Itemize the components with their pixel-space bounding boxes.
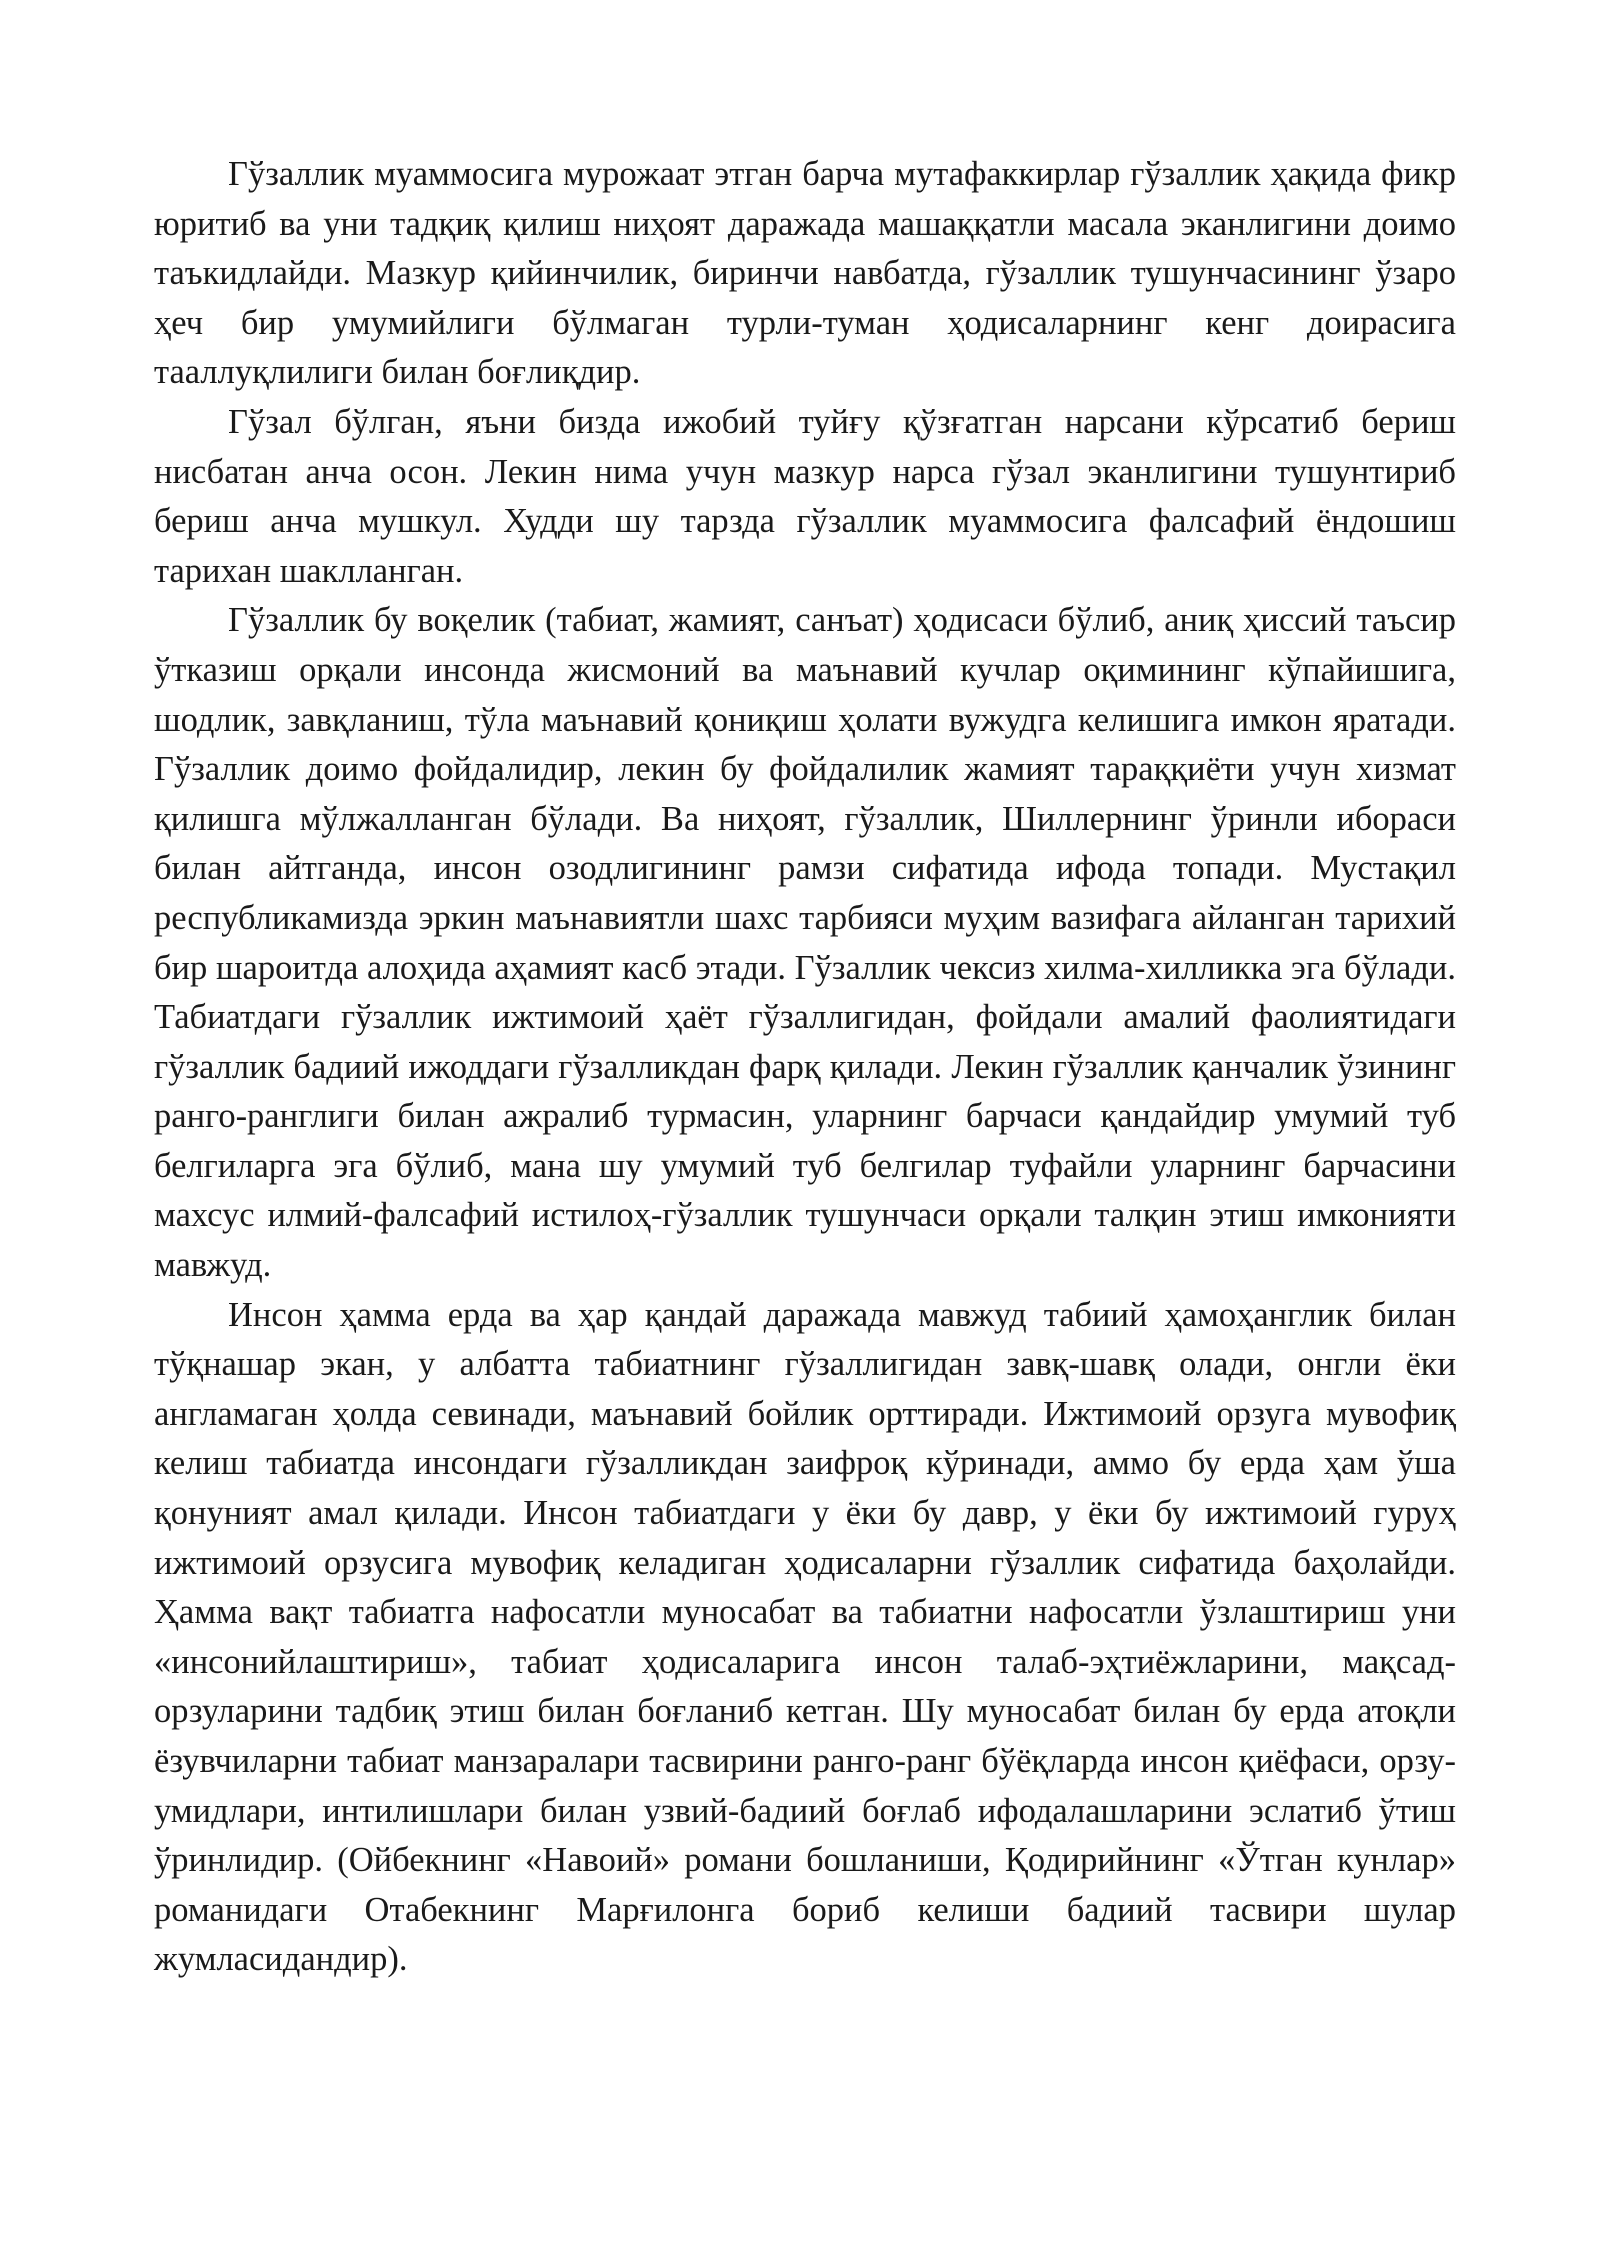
paragraph-3: Гўзаллик бу воқелик (табиат, жамият, санъат) ҳодисаси бўлиб, аниқ ҳиссий таъсир ўтказиш орқали инсонда жисмоний ва маънавий кучлар оқимининг кўпайишига, шодлик, завқланиш, тўла маънавий қониқиш ҳолати вужудга келишига имкон яратади. Гўзаллик доимо фойдалидир, лекин бу фойдалилик жамият тараққиёти учун хизмат қилишга мўлжалланган бўлади. Ва ниҳоят, гўзаллик, Шиллернинг ўринли ибораси билан айтганда, инсон озодлигининг рамзи сифатида ифода топади. Мустақил республикамизда эркин маънавиятли шахс тарбияси муҳим вазифага айланган тарихий бир шароитда алоҳида аҳамият касб этади. Гўзаллик чексиз хилма-хилликка эга бўлади. Табиатдаги гўзаллик ижтимоий ҳаёт гўзаллигидан, фойдали амалий фаолиятидаги гўзаллик бадиий ижоддаги гўзалликдан фарқ қилади. Лекин гўзаллик қанчалик ўзининг ранго-ранглиги билан ажралиб турмасин, уларнинг барчаси қандайдир умумий туб белгиларга эга бўлиб, мана шу умумий туб белгилар туфайли уларнинг барчасини махсус илмий-фалсафий истилоҳ-гўзаллик тушунчаси орқали талқин этиш имконияти мавжуд. — [154, 601, 1456, 1285]
paragraph-4: Инсон ҳамма ерда ва ҳар қандай даражада мавжуд табиий ҳамоҳанглик билан тўқнашар экан, у албатта табиатнинг гўзаллигидан завқ-шавқ олади, онгли ёки англамаган ҳолда севинади, маънавий бойлик орттиради. Ижтимоий орзуга мувофиқ келиш табиатда инсондаги гўзалликдан заифроқ кўринади, аммо бу ерда ҳам ўша қонуният амал қилади. Инсон табиатдаги у ёки бу давр, у ёки бу ижтимоий гуруҳ ижтимоий орзусига мувофиқ келадиган ҳодисаларни гўзаллик сифатида баҳолайди. Ҳамма вақт табиатга нафосатли муносабат ва табиатни нафосатли ўзлаштириш уни «инсонийлаштириш», табиат ҳодисаларига инсон талаб-эҳтиёжларини, мақсад-орзуларини тадбиқ этиш билан боғланиб кетган. Шу муносабат билан бу ерда атоқли ёзувчиларни табиат манзаралари тасвирини ранго-ранг бўёқларда инсон қиёфаси, орзу-умидлари, интилишлари билан узвий-бадиий боғлаб ифодалашларини эслатиб ўтиш ўринлидир. (Ойбекнинг «Навоий» романи бошланиши, Қодирийнинг «Ўтган кунлар» романидаги Отабекнинг Марғилонга бориб келиши бадиий тасвири шулар жумласидандир). — [154, 1295, 1456, 1979]
paragraph-1: Гўзаллик муаммосига мурожаат этган барча мутафаккирлар гўзаллик ҳақида фикр юритиб ва уни тадқиқ қилиш ниҳоят даражада машаққатли масала эканлигини доимо таъкидлайди. Мазкур қийинчилик, биринчи навбатда, гўзаллик тушунчасининг ўзаро ҳеч бир умумийлиги бўлмаган турли-туман ҳодисаларнинг кенг доирасига тааллуқлилиги билан боғлиқдир. — [154, 155, 1456, 392]
paragraph-2: Гўзал бўлган, яъни бизда ижобий туйғу қўзғатган нарсани кўрсатиб бериш нисбатан анча осон. Лекин нима учун мазкур нарса гўзал эканлигини тушунтириб бериш анча мушкул. Худди шу тарзда гўзаллик муаммосига фалсафий ёндошиш тарихан шаклланган. — [154, 402, 1456, 590]
document-page — [154, 150, 1456, 1985]
